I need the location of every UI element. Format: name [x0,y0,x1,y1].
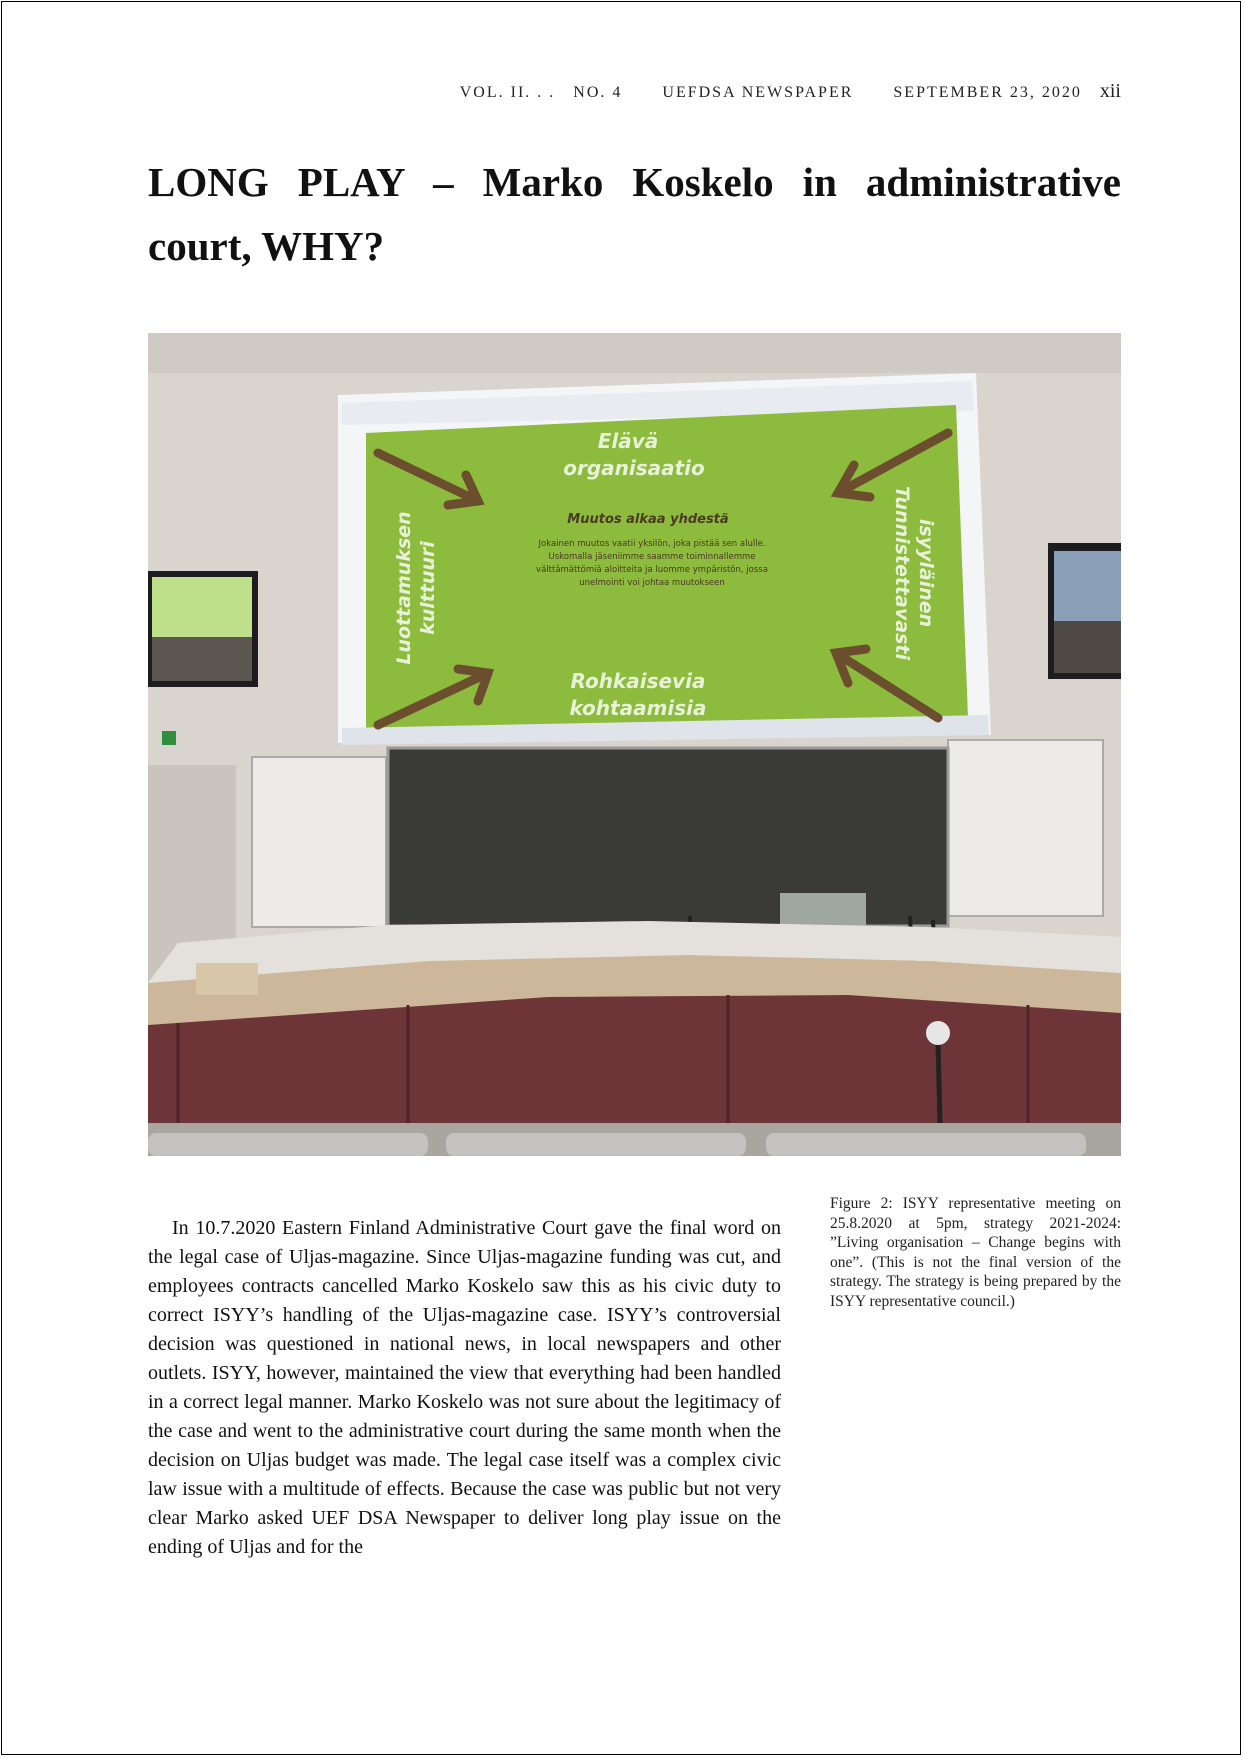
slide-right-line1: Tunnistettavasti [891,486,913,660]
slide-right-line2: isyyläinen [915,518,937,628]
header-date: SEPTEMBER 23, 2020 [893,84,1082,101]
header-page-number: xii [1099,80,1121,102]
slide-center-line4: unelmointi voi johtaa muutokseen [579,578,725,588]
slide-bottom-line1: Rohkaisevia [570,669,706,693]
slide-center-line2: Uskomalla jäseniimme saamme toiminnallemme [548,552,756,562]
whiteboard-left [252,757,386,927]
header-publication: UEFDSA NEWSPAPER [662,84,854,101]
slide-top-line2: organisaatio [563,456,705,480]
header-number: NO. 4 [573,84,623,101]
figure-caption: Figure 2: ISYY representative meeting on 25.8.2020 at 5pm, strategy 2021-2024: ”Living organisation – Change begins with one”. (This is not the final version of the strategy. The strategy is being prepared by the ISYY representative council.) [830,1195,1121,1310]
header-volume: VOL. II. . . [459,84,556,101]
running-header [148,80,1121,103]
slide-top-line1: Elävä [597,429,659,453]
article-body: In 10.7.2020 Eastern Finland Administrative Court gave the final word on the legal case of Uljas-magazine. Since Uljas-magazine funding was cut, and employees contracts cancelled Marko Koskelo saw this as his civic duty to correct ISYY’s handling of the Uljas-magazine case. ISYY’s controversial decision was questioned in national news, in local newspapers and other outlets. ISYY, however, maintained the view that everything had been handled in a correct legal manner. Marko Koskelo was not sure about the legitimacy of the case and went to the administrative court during the same month when the decision on Uljas budget was made. The legal case itself was a complex civic law issue with a multitude of effects. Because the case was public but not very clear Marko asked UEF DSA Newspaper to deliver long play issue on the ending of Uljas and for the [148,1217,781,1558]
slide-bottom-line2: kohtaamisia [569,696,707,720]
slide-center-heading: Muutos alkaa yhdestä [567,512,729,527]
slide-center-line3: välttämättömiä aloitteita ja luomme ympäristön, jossa [536,565,768,575]
article-title: LONG PLAY – Marko Koskelo in administrative court, WHY? [148,159,1121,269]
slide-center-line1: Jokainen muutos vaatii yksilön, joka pistää sen alulle. [538,539,766,549]
slide-left-line1: Luottamuksen [393,511,415,665]
whiteboard-right [948,740,1103,916]
slide-left-line2: kulttuuri [417,541,439,635]
figure-photo [148,333,1121,1156]
